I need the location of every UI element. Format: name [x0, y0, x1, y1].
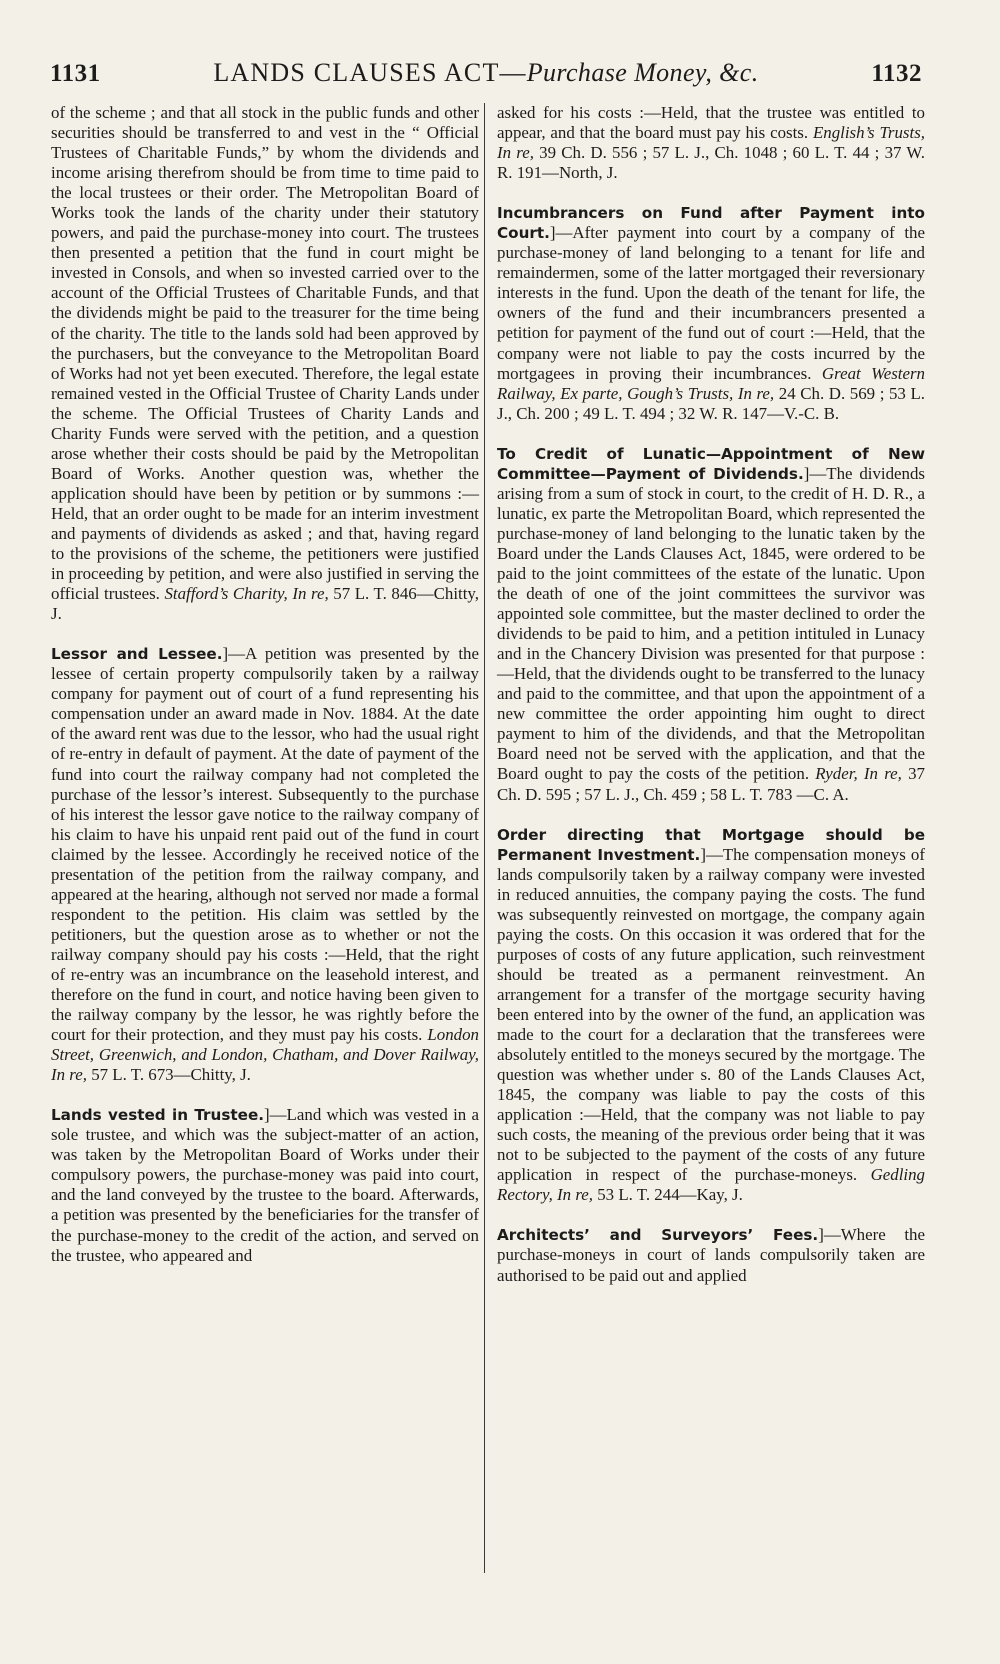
running-title-italic: Purchase Money, &c.: [526, 58, 759, 87]
left-page-number: 1131: [50, 60, 101, 87]
paragraph-body: asked for his costs :—Held, that the trustee was entitled to appear, and that the board must pay his costs.: [497, 103, 925, 143]
paragraph-body: ]—Where the purchase-moneys in court of lands compulsorily taken are authorised to be paid out and applied: [497, 1225, 925, 1285]
citation: 37 Ch. D. 595 ; 57 L. J., Ch. 459 ; 58 L. T. 783 —C. A.: [497, 764, 925, 804]
running-header: [50, 58, 922, 94]
citation: 24 Ch. D. 569 ; 53 L. J., Ch. 200 ; 49 L. T. 494 ; 32 W. R. 147—V.-C. B.: [497, 383, 925, 423]
paragraph: [497, 203, 925, 424]
paragraph-body: ]—A petition was presented by the lessee of certain property compulsorily taken by a railway company for payment out of court of a fund representing his compensation under an award made in Nov. 1884. At the date of the award rent was due to the lessor, who had the usual right of re-entry in default of payment. At the date of payment of the fund into court the railway company had not completed the purchase of the lessor’s interest. Subsequently to the purchase of his interest the lessor gave notice to the railway company of his claim to have his unpaid rent paid out of the fund in court claimed by the lessee. Accordingly he received notice of the presentation of the petition from the railway company, and appeared at the hearing, although not served nor made a formal respondent to the petition. His claim was settled by the petitioners, but the question arose as to whether or not the railway company should pay his costs :—Held, that the right of re-entry was an incumbrance on the leasehold interest, and therefore on the fund in court, and notice having been given to the railway company by the lessor, he was rightly before the court for their protection, and they must pay his costs.: [51, 644, 479, 1045]
citation: 57 L. T. 673—Chitty, J.: [86, 1065, 251, 1085]
case-name: London Street, Greenwich, and London, Chatham, and Dover Railway, In re,: [51, 1025, 479, 1085]
citation: 39 Ch. D. 556 ; 57 L. J., Ch. 1048 ; 60 L. T. 44 ; 37 W. R. 191—North, J.: [497, 143, 925, 183]
paragraph-heading: Incumbrancers on Fund after Payment into Court.: [497, 204, 925, 243]
paragraph-heading: Lands vested in Trustee.: [51, 1106, 265, 1125]
case-name: Gedling Rectory, In re,: [497, 1165, 925, 1205]
citation: 57 L. T. 846—Chitty, J.: [51, 584, 480, 624]
paragraph: [497, 444, 925, 805]
paragraph-body: ]—The dividends arising from a sum of stock in court, to the credit of H. D. R., a lunatic, ex parte the Metropolitan Board, which represented the purchase-money of land belonging to the lunatic taken by the Board under the Lands Clauses Act, 1845, were ordered to be paid to the joint committees of the estate of the lunatic. Upon the death of one of the joint committees the survivor was appointed sole committee, but the master declined to order the dividends to be paid to him, and a petition intituled in Lunacy and in the Chancery Division was presented for that purpose :—Held, that the dividends ought to be transferred to the lunacy and paid to the committee, and that upon the appointment of a new committee the order appointing him ought to direct payment to him of the dividends, and that the Metropolitan Board need not be served with the application, and that the Board ought to pay the costs of the petition.: [497, 463, 926, 784]
case-name: Great Western Railway, Ex parte, Gough’s Trusts, In re,: [497, 363, 925, 403]
right-column: [497, 103, 925, 1286]
column-divider: [484, 103, 485, 1573]
paragraph: [497, 1225, 925, 1285]
paragraph-heading: To Credit of Lunatic—Appointment of New Committee—Payment of Dividends.: [497, 444, 925, 483]
case-name: English’s Trusts, In re,: [497, 123, 925, 163]
paragraph-body: of the scheme ; and that all stock in the public funds and other securities should be transferred to and vest in the “ Official Trustees of Charitable Funds,” by whom the dividends and income arising therefrom should be from time to time paid to the local trustees or their order. The Metropolitan Board of Works took the lands of the charity under their statutory powers, and paid the purchase-money into court. The trustees then presented a petition that the fund in court might be invested in Consols, and when so invested carried over to the account of the Official Trustees of Charitable Funds, and that the dividends might be paid to the treasurer for the time being of the charity. The title to the lands sold had been approved by the purchasers, but the conveyance to the Metropolitan Board of Works had not yet been executed. Therefore, the legal estate remained vested in the Official Trustee of Charity Lands under the scheme. The Official Trustees of Charity Lands and Charity Funds were served with the petition, and a question arose whether their costs should be paid by the Metropolitan Board of Works. Another question was, whether the application should have been by petition or by summons :— Held, that an order ought to be made for an interim investment and payments of dividends as asked ; and that, having regard to the provisions of the scheme, the petitioners were justified in proceeding by petition, and were also justified in serving the official trustees.: [51, 103, 479, 604]
paragraph-body: ]—After payment into court by a company of the purchase-money of land belonging to a tenant for life and remaindermen, some of the latter mortgaged their reversionary interests in the fund. Upon the death of the tenant for life, the owners of the fund and their incumbrancers presented a petition for payment of the fund out of court :—Held, that the company were not liable to pay the costs incurred by the mortgagees in proving their incumbrances.: [497, 223, 925, 383]
paragraph: [497, 103, 925, 183]
case-name: Stafford’s Charity, In re,: [164, 584, 329, 604]
running-title: [213, 58, 758, 88]
citation: 53 L. T. 244—Kay, J.: [593, 1185, 743, 1205]
paragraph-heading: Order directing that Mortgage should be Permanent Investment.: [497, 825, 925, 864]
paragraph-body: ]—Land which was vested in a sole trustee, and which was the subject-matter of an action, was taken by the Metropolitan Board of Works under their compulsory powers, the purchase-money was paid into court, and the land conveyed by the trustee to the board. Afterwards, a petition was presented by the beneficiaries for the transfer of the purchase-money to the credit of the action, and served on the trustee, who appeared and: [51, 1105, 479, 1265]
paragraph-body: ]—The compensation moneys of lands compulsorily taken by a railway company were invested in reduced annuities, the company paying the costs. The fund was subsequently reinvested on mortgage, the company again paying the costs. On this occasion it was ordered that for the purposes of costs of any future application, such reinvestment should be treated as a permanent reinvestment. An arrangement for a transfer of the mortgage security having been entered into by the owner of the fund, an application was made to the court for a declaration that the transferees were absolutely entitled to the moneys secured by the mortgage. The question was whether under s. 80 of the Lands Clauses Act, 1845, the company was liable to pay the costs of this application :—Held, that the company was not liable to pay such costs, the meaning of the previous order being that it was not to be subjected to the payment of the costs of any future application in respect of the purchase-moneys.: [497, 844, 926, 1185]
paragraph: [51, 103, 479, 624]
left-column: [51, 103, 479, 1266]
paragraph: [51, 1105, 479, 1265]
running-title-main: LANDS CLAUSES ACT—: [213, 58, 527, 87]
paragraph-heading: Architects’ and Surveyors’ Fees.: [497, 1226, 819, 1245]
right-page-number: 1132: [871, 60, 922, 87]
paragraph: [51, 644, 479, 1085]
case-name: Ryder, In re,: [815, 764, 902, 784]
paragraph-heading: Lessor and Lessee.: [51, 645, 223, 664]
paragraph: [497, 825, 925, 1206]
